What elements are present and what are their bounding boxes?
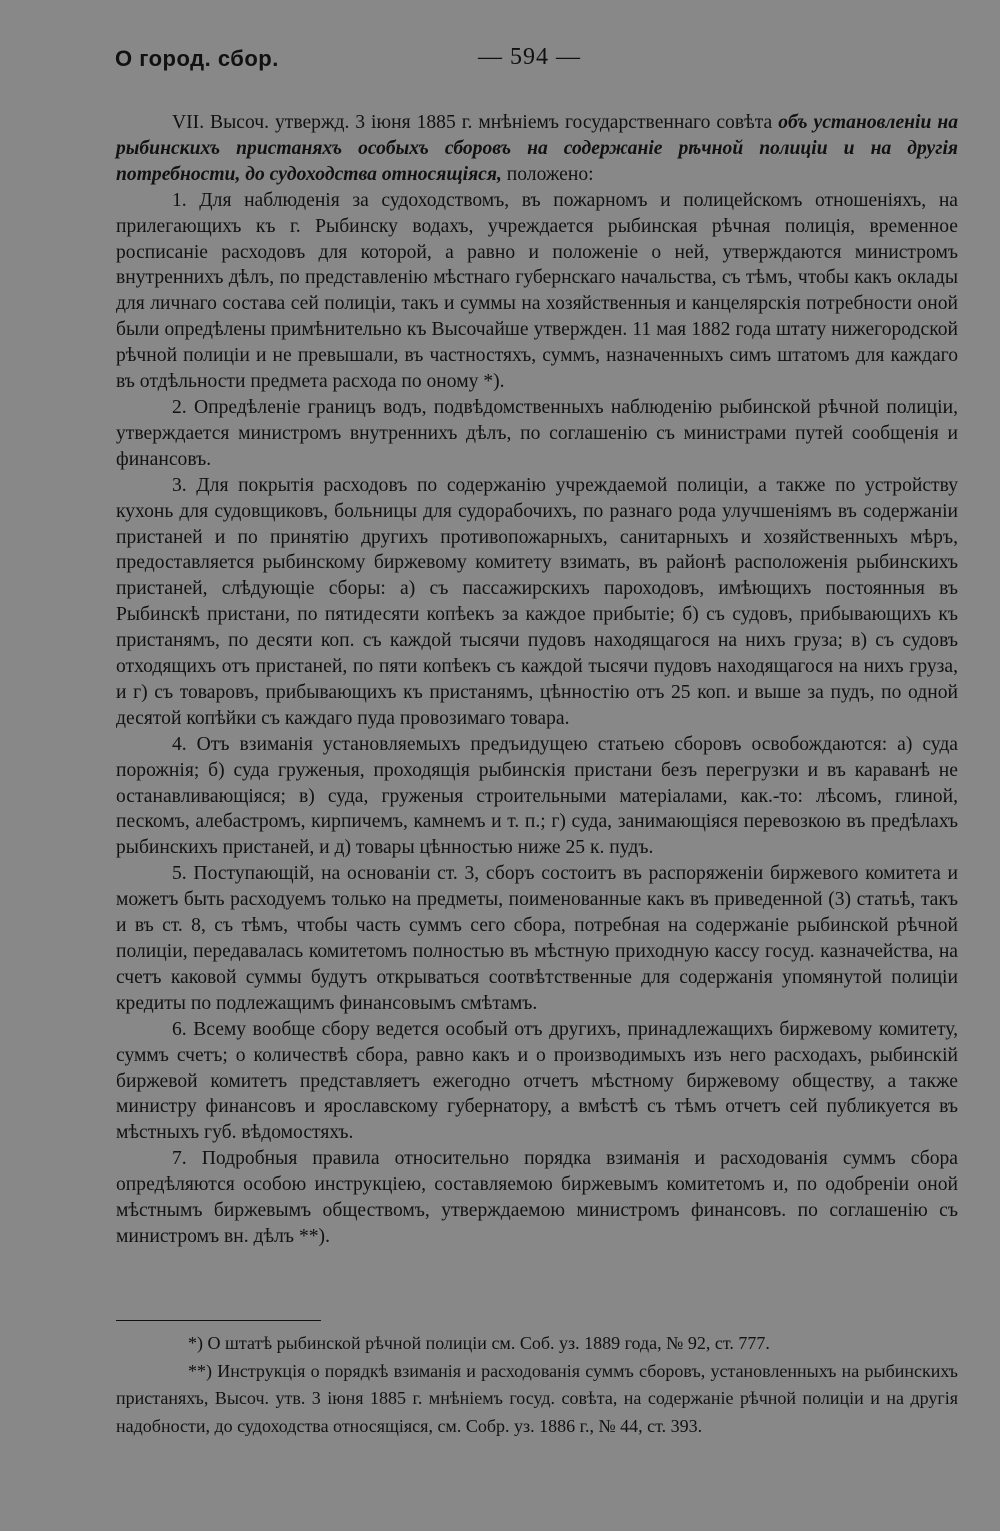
article-4: 4. Отъ взиманія установляемыхъ предъидущею статьею сборовъ освобождаются: а) суда порожнія; б) суда груженыя, проходящія рыбинскія пристани безъ перегрузки и въ караванѣ не останавливающіяся; в) суда, груженыя строительными матеріалами, как.-то: лѣсомъ, глиной, пескомъ, алебастромъ, кирпичемъ, камнемъ и т. п.; г) суда, занимающіяся перевозкою въ предѣлахъ рыбинскихъ пристаней, и д) товары цѣнностью ниже 25 к. пудъ.	[116, 733, 958, 859]
article-7: 7. Подробныя правила относительно порядка взиманія и расходованія суммъ сбора опредѣляются особою инструкціею, составляемою биржевымъ комитетомъ и, по одобреніи оной мѣстнымъ биржевымъ обществомъ, утверждаемою министромъ финансовъ. по соглашенію съ министромъ вн. дѣлъ **).	[116, 1148, 958, 1247]
intro-suffix: положено:	[501, 163, 594, 185]
intro-prefix: VII. Высоч. утвержд. 3 іюня 1885 г. мнѣніемъ государственнаго совѣта	[172, 112, 779, 133]
footnote-2: **) Инструкція о порядкѣ взиманія и расходованія суммъ сборовъ, установленныхъ на рыбинскихъ пристаняхъ, Высоч. утв. 3 іюня 1885 г. мнѣніемъ госуд. совѣта, на содержаніе рѣчной полиціи и на другія надобности, до судоходства относящіяся, см. Собр. уз. 1886 г., № 44, ст. 393.	[116, 1360, 958, 1436]
intro-title: объ установленіи на рыбинскихъ пристаняхъ особыхъ сборовъ на содержаніе рѣчной полиціи и на другія потребности, до судоходства относящіяся,	[116, 112, 958, 185]
body-text	[116, 110, 958, 1250]
article-3: 3. Для покрытія расходовъ по содержанію учреждаемой полиціи, а также по устройству кухонь для судовщиковъ, больницы для судорабочихъ, по разнаго рода улучшеніямъ въ содержаніи пристаней и по принятію другихъ противопожарныхъ, санитарныхъ и хозяйственныхъ мѣръ, предоставляется рыбинскому биржевому комитету взимать, въ районѣ расположенія рыбинскихъ пристаней, слѣдующіе сборы: а) съ пассажирскихъ пароходовъ, имѣющихъ постоянныя въ Рыбинскѣ пристани, по пятидесяти копѣекъ за каждое прибытіе; б) съ судовъ, прибывающихъ къ пристанямъ, по десяти коп. съ каждой тысячи пудовъ находящагося на нихъ груза; в) съ судовъ отходящихъ отъ пристаней, по пяти копѣекъ съ каждой тысячи пудовъ находящагося на нихъ груза, и г) съ товаровъ, прибывающихъ къ пристанямъ, цѣнностію отъ 25 коп. и выше за пудъ, по одной десятой копѣйки съ каждаго пуда провозимаго товара.	[116, 474, 958, 729]
article-1: 1. Для наблюденія за судоходствомъ, въ пожарномъ и полицейскомъ отношеніяхъ, на прилегающихъ къ г. Рыбинску водахъ, учреждается рыбинская рѣчная полиція, временное росписаніе расходовъ для которой, а равно и положеніе о ней, утверждаются министромъ внутреннихъ дѣлъ, по представленію мѣстнаго губернскаго начальства, съ тѣмъ, чтобы какъ оклады для личнаго состава сей полиціи, такъ и суммы на хозяйственныя и канцелярскія потребности оной были опредѣлены примѣнительно къ Высочайше утвержден. 11 мая 1882 года штату нижегородской рѣчной полиціи и не превышали, въ частностяхъ, суммъ, назначенныхъ симъ штатомъ для каждаго въ отдѣльности предмета расхода по оному *).	[116, 189, 958, 393]
page-number: — 594 —	[478, 44, 581, 70]
article-5: 5. Поступающій, на основаніи ст. 3, сборъ состоитъ въ распоряженіи биржевого комитета и можетъ быть расходуемъ только на предметы, поименованные какъ въ приведенной (3) статьѣ, такъ и въ ст. 8, съ тѣмъ, чтобы часть суммъ сего сбора, потребная на содержаніе рыбинской рѣчной полиціи, передавалась комитетомъ полностью въ мѣстную приходную кассу госуд. казначейства, на счетъ каковой суммы будутъ открываться соотвѣтственные для содержанія упомянутой полиціи кредиты по подлежащимъ финансовымъ смѣтамъ.	[116, 863, 958, 1014]
footnote-1: *) О штатѣ рыбинской рѣчной полиціи см. Соб. уз. 1889 года, № 92, ст. 777.	[188, 1333, 770, 1353]
article-6: 6. Всему вообще сбору ведется особый отъ другихъ, принадлежащихъ биржевому комитету, суммъ счетъ; о количествѣ сбора, равно какъ и о производимыхъ изъ него расходахъ, рыбинскій биржевой комитетъ представляетъ ежегодно отчетъ мѣстному биржевому обществу, а также министру финансовъ и ярославскому губернатору, а вмѣстѣ съ тѣмъ отчетъ сей публикуется въ мѣстныхъ губ. вѣдомостяхъ.	[116, 1018, 958, 1144]
running-head: О город. сбор.	[115, 46, 279, 71]
footnotes	[116, 1330, 958, 1440]
footnote-separator	[116, 1320, 321, 1321]
article-2: 2. Опредѣленіе границъ водъ, подвѣдомственныхъ наблюденію рыбинской рѣчной полиціи, утверждается министромъ внутреннихъ дѣлъ, по соглашенію съ министрами путей сообщенія и финансовъ.	[116, 396, 958, 470]
intro-paragraph	[116, 110, 958, 188]
